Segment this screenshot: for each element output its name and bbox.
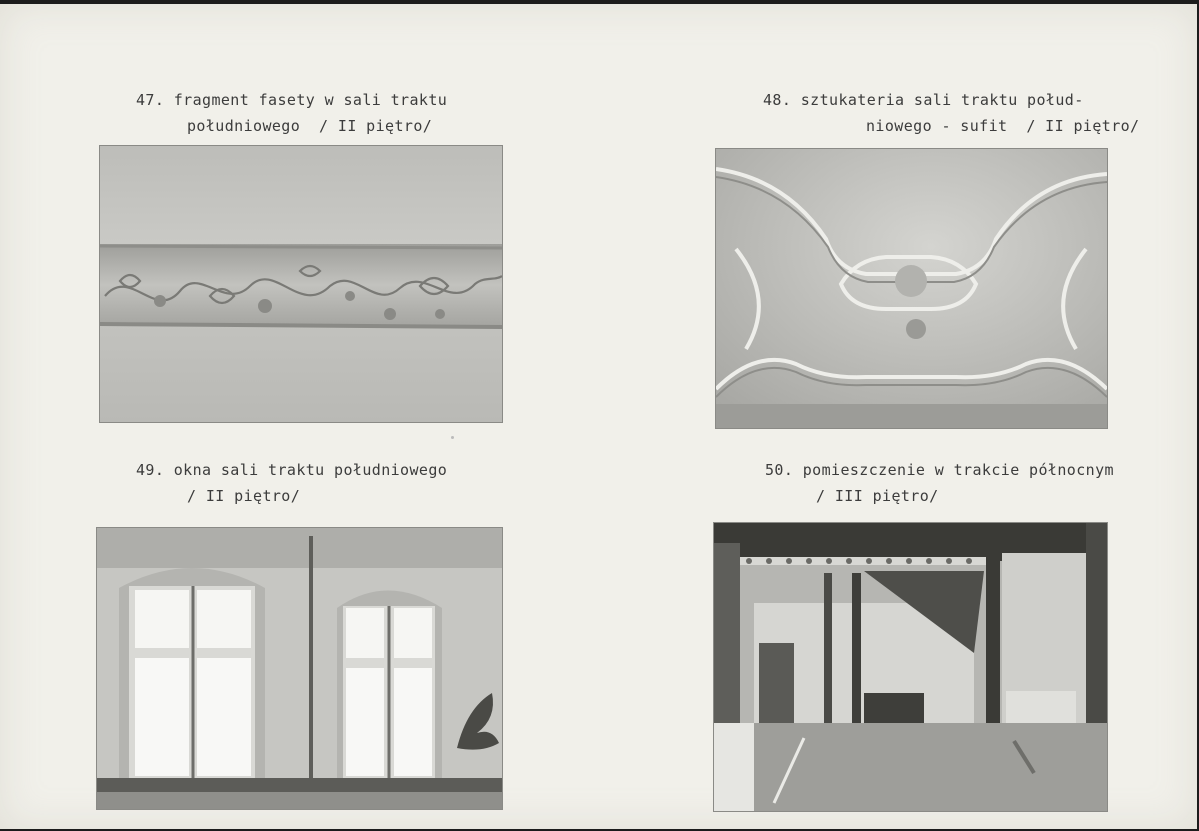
photo-48-ceiling-stucco (715, 148, 1108, 429)
caption-50-line1: 50. pomieszczenie w trakcie północnym (765, 461, 1114, 479)
caption-49-line1: 49. okna sali traktu południowego (136, 461, 448, 479)
photo-49-windows (96, 527, 503, 810)
paper-speck (451, 436, 454, 439)
caption-48-line2: niowego - sufit / II piętro/ (866, 117, 1140, 135)
caption-50-line2: / III piętro/ (816, 487, 939, 505)
photo-50-attic-room (713, 522, 1108, 812)
caption-49-line2: / II piętro/ (187, 487, 301, 505)
photo-47-frieze (99, 145, 503, 423)
caption-47-line1: 47. fragment fasety w sali traktu (136, 91, 448, 109)
caption-47-line2: południowego / II piętro/ (187, 117, 433, 135)
caption-48-line1: 48. sztukateria sali traktu połud- (763, 91, 1084, 109)
document-page (0, 4, 1197, 829)
